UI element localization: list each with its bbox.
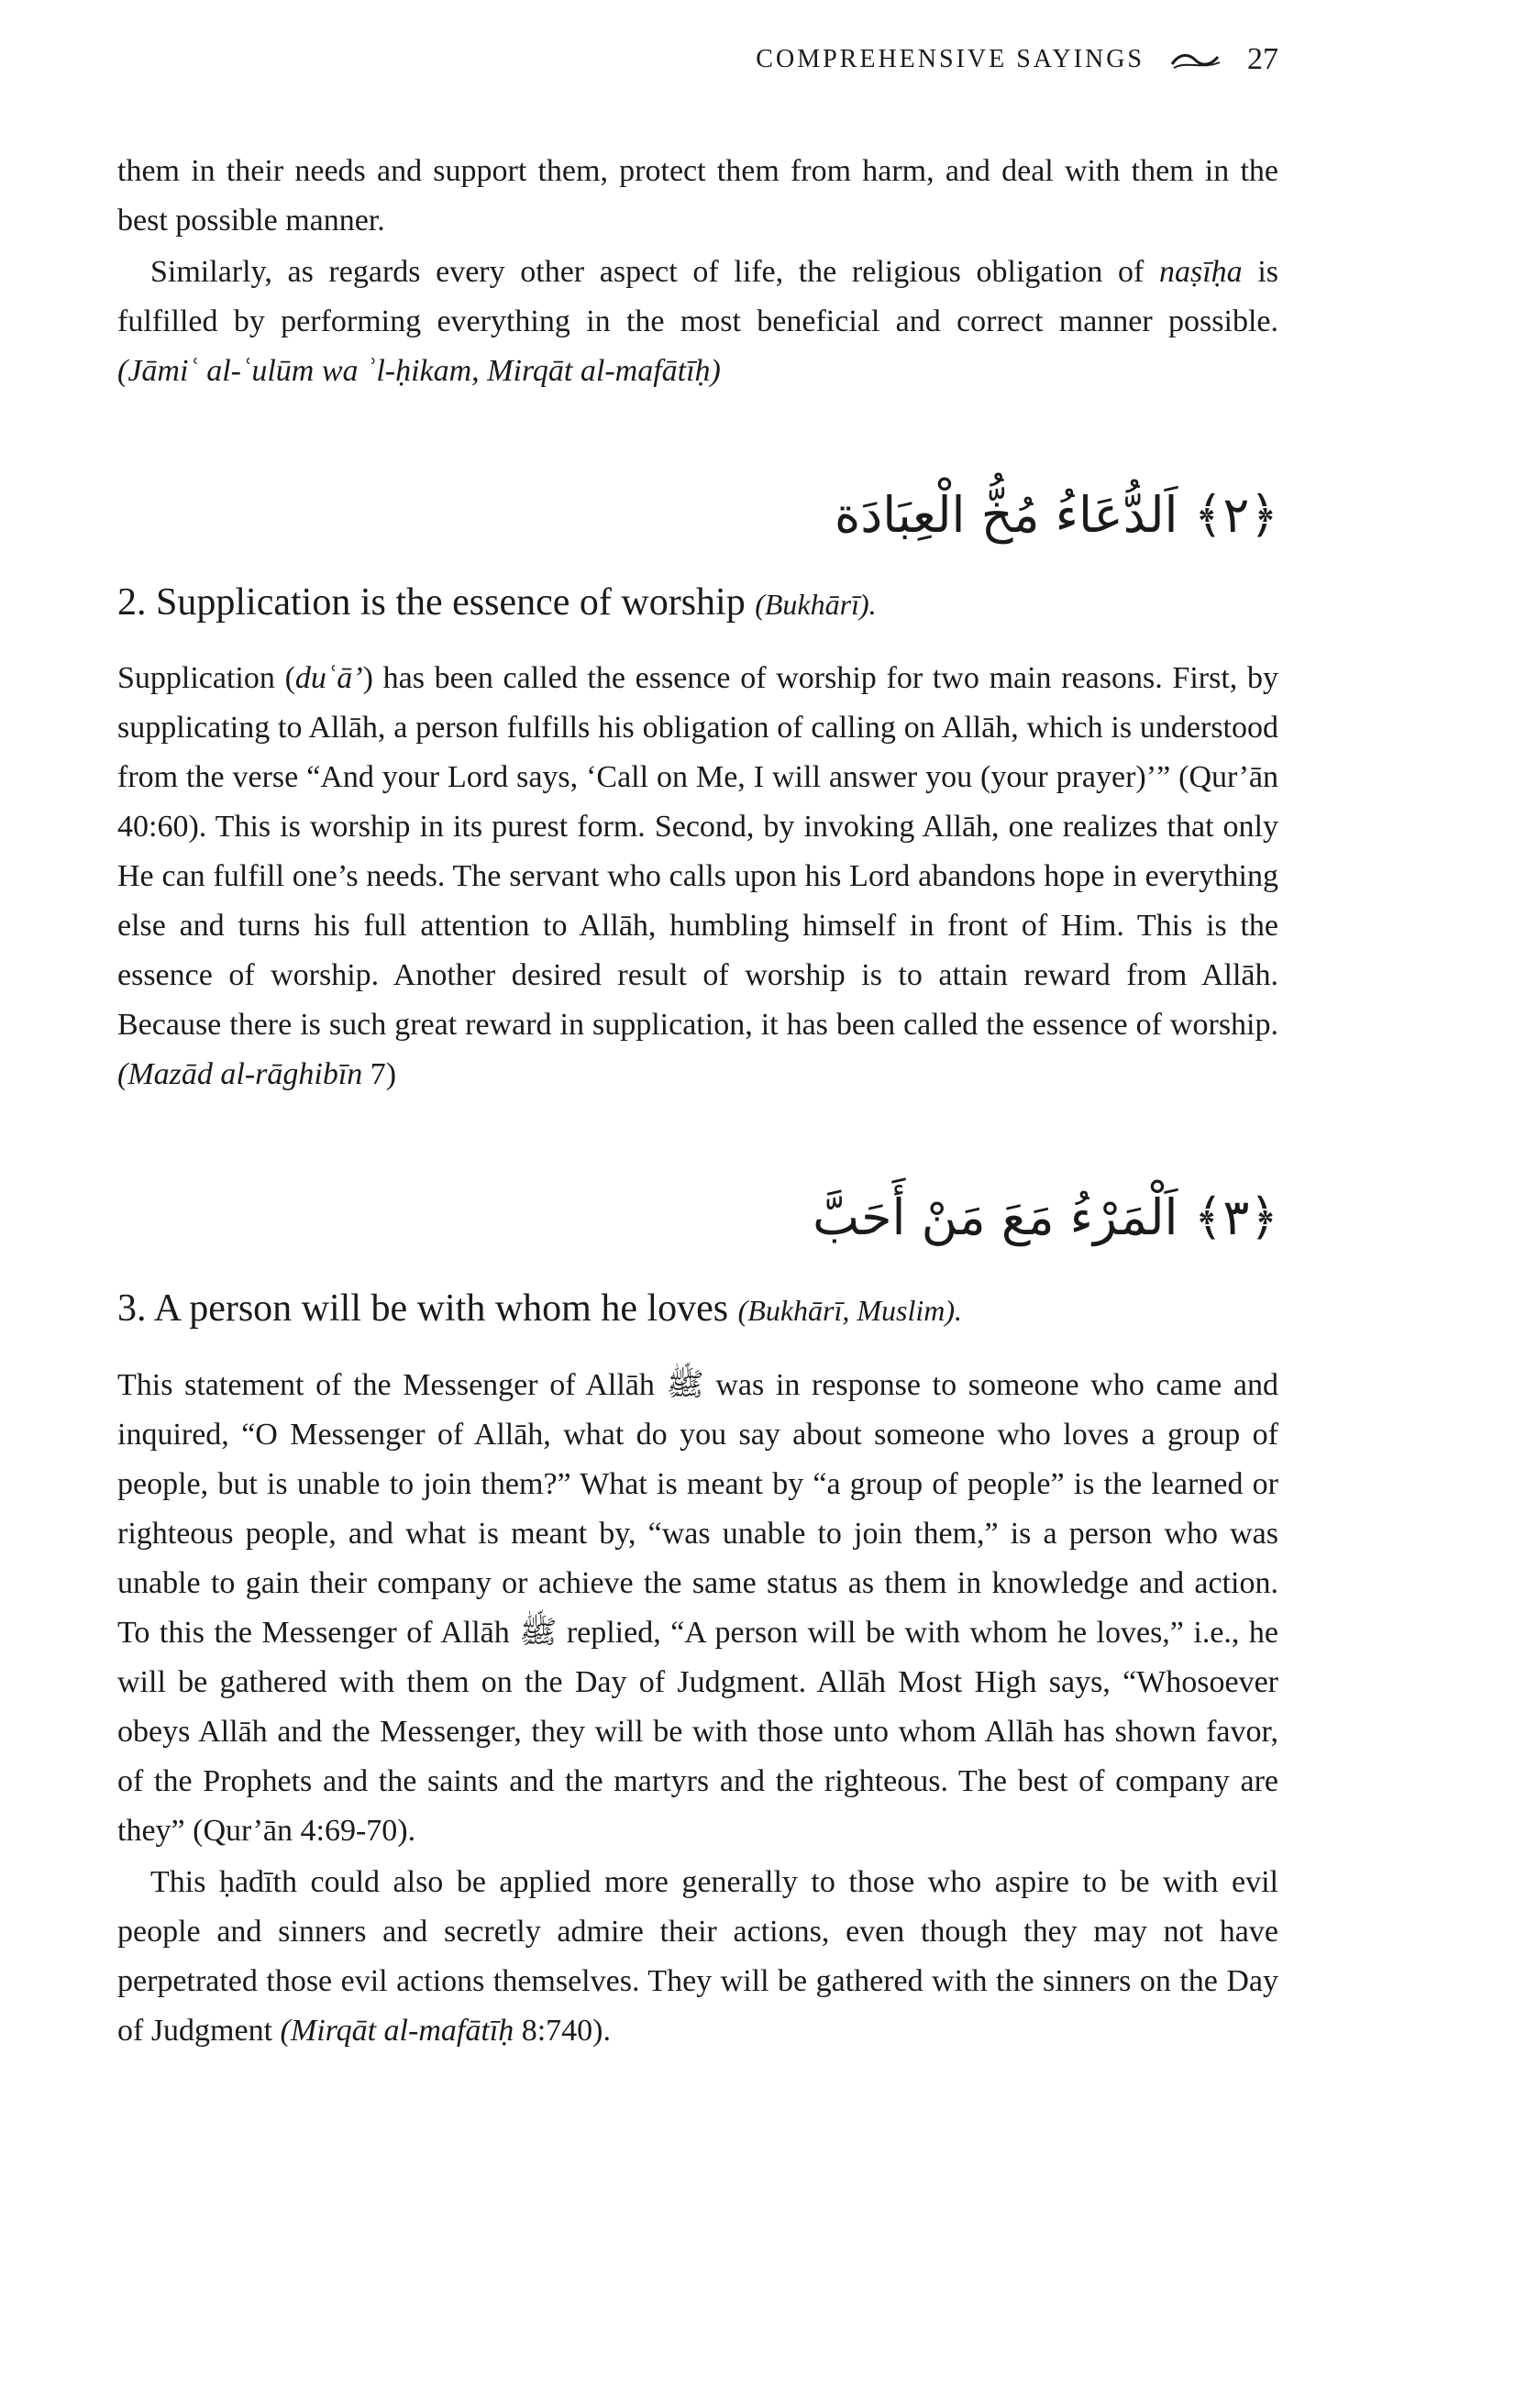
salutation-icon: ﷺ — [519, 1616, 558, 1650]
section-3-heading — [117, 1287, 962, 1331]
section-3-paragraph-2: This ḥadīth could also be applied more generally to those who aspire to be with evil people and sinners and secretly admire their actions, even though they may not have perpetrated those evil actions themselves. They will be gathered with the sinners on the Day of Judgment (Mirqāt al-mafātīḥ 8:740). — [117, 1865, 1278, 2048]
running-head-title: COMPREHENSIVE SAYINGS — [756, 45, 1145, 73]
section-3-number: 3. — [117, 1287, 147, 1330]
page — [117, 0, 1278, 2408]
arabic-hadith-2: ﴿٢﴾ اَلدُّعَاءُ مُخُّ الْعِبَادَة — [834, 486, 1278, 544]
intro-citation: (Jāmiʿ al-ʿulūm wa ʾl-ḥikam, Mirqāt al-mafātīḥ) — [117, 354, 721, 388]
intro-paragraph-1: them in their needs and support them, protect them from harm, and deal with them in the best possible manner. — [117, 154, 1278, 237]
running-head — [756, 42, 1278, 77]
section-2-body — [117, 654, 1278, 1099]
arabic-hadith-3: ﴿٣﴾ اَلْمَرْءُ مَعَ مَنْ أَحَبَّ — [813, 1188, 1278, 1246]
decorative-swash-icon — [1168, 48, 1223, 72]
page-number: 27 — [1247, 42, 1278, 76]
salutation-icon: ﷺ — [666, 1368, 704, 1402]
section-3-citation: (Mirqāt al-mafātīḥ — [280, 2014, 514, 2048]
term-nasiha: naṣīḥa — [1159, 255, 1243, 289]
section-2-title: Supplication is the essence of worship — [156, 581, 746, 624]
section-2-source: (Bukhārī). — [755, 588, 877, 621]
section-2-citation: (Mazād al-rāghibīn — [117, 1057, 363, 1091]
intro-paragraph-2: Similarly, as regards every other aspect of life, the religious obligation of naṣīḥa is fulfilled by performing everything in the most beneficial and correct manner possible. (Jāmiʿ al-ʿulūm wa ʾl-ḥikam, Mirqāt al-mafātīḥ) — [117, 255, 1278, 388]
section-3-paragraph-1: This statement of the Messenger of Allāh ﷺ was in response to someone who came and inquired, “O Messenger of Allāh, what do you say about someone who loves a group of people, but is unable to join them?” What is meant by “a group of people” is the learned or righteous people, and what is meant by, “was unable to join them,” is a person who was unable to gain their company or achieve the same status as them in knowledge and action. To this the Messenger of Allāh ﷺ replied, “A person will be with whom he loves,” i.e., he will be gathered with them on the Day of Judgment. Allāh Most High says, “Whosoever obeys Allāh and the Messenger, they will be with those unto whom Allāh has shown favor, of the Prophets and the saints and the martyrs and the righteous. The best of company are they” (Qur’ān 4:69-70). — [117, 1368, 1278, 1848]
intro-section — [117, 147, 1278, 396]
section-2-heading — [117, 580, 877, 624]
section-3-title: A person will be with whom he loves — [153, 1287, 729, 1330]
section-3-body — [117, 1361, 1278, 2056]
term-dua: duʿā’ — [294, 661, 363, 695]
section-3-source: (Bukhārī, Muslim). — [737, 1294, 963, 1327]
section-2-paragraph: Supplication (duʿā’) has been called the essence of worship for two main reasons. First, by supplicating to Allāh, a person fulfills his obligation of calling on Allāh, which is understood from the verse “And your Lord says, ‘Call on Me, I will answer you (your prayer)’” (Qur’ān 40:60). This is worship in its purest form. Second, by invoking Allāh, one realizes that only He can fulfill one’s needs. The servant who calls upon his Lord abandons hope in everything else and turns his full attention to Allāh, humbling himself in front of Him. This is the essence of worship. Another desired result of worship is to attain reward from Allāh. Because there is such great reward in supplication, it has been called the essence of worship. (Mazād al-rāghibīn 7) — [117, 661, 1279, 1091]
section-2-number: 2. — [117, 581, 147, 624]
